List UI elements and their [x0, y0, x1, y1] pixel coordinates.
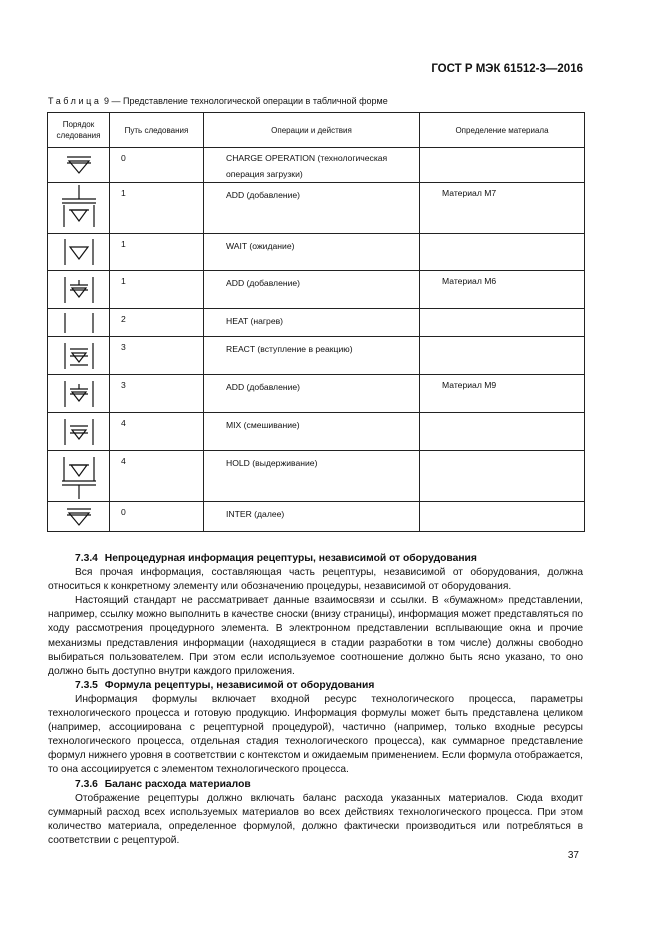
path-cell: 4	[110, 451, 204, 502]
table-row	[48, 451, 585, 502]
table-row	[48, 413, 585, 451]
column-header: Порядок следования	[48, 113, 110, 148]
material-cell	[420, 148, 585, 183]
section-title: Непроцедурная информация рецептуры, независимой от оборудования	[104, 553, 477, 564]
operation-cell: ADD (добавление)	[204, 183, 420, 234]
path-cell: 1	[110, 271, 204, 309]
operation-cell: REACT (вступление в реакцию)	[204, 337, 420, 375]
section-heading	[48, 778, 583, 792]
operations-table	[47, 112, 585, 532]
table-row	[48, 148, 585, 183]
section-heading	[48, 552, 583, 566]
table-row	[48, 337, 585, 375]
symbol-cell	[48, 337, 110, 375]
operation-cell: HOLD (выдерживание)	[204, 451, 420, 502]
table-row	[48, 183, 585, 234]
path-cell: 1	[110, 234, 204, 271]
path-cell: 1	[110, 183, 204, 234]
charge-operation-symbol-icon	[59, 152, 99, 178]
path-cell: 4	[110, 413, 204, 451]
paragraph: Информация формулы включает входной ресурс технологического процесса, параметры технологического процесса и готовую продукцию. Информация формулы может быть представлена целиком (например, ассоциирована с рецептурной процедурой), частично (например, только входные ресурсы технологического процесса, отдельная стадия технологического процесса), как суммарное представление формул нижнего уровня в соответствии с контекстом и ожидаемым применением. Если формула отображается, то она ассоциируется с элементом технологического процесса.	[48, 693, 583, 776]
table-caption-word: Таблица	[48, 96, 102, 106]
material-cell: Материал M9	[420, 375, 585, 413]
operation-cell: INTER (далее)	[204, 502, 420, 532]
section-number: 7.3.5	[75, 679, 98, 691]
paragraph: Вся прочая информация, составляющая часть рецептуры, независимой от оборудования, должна относиться к конкретному элементу или обозначению процедуры, независимой от оборудования.	[48, 567, 583, 593]
mix-symbol-icon	[59, 416, 99, 448]
path-cell: 3	[110, 375, 204, 413]
add-symbol-icon	[59, 378, 99, 410]
add-symbol-icon	[59, 274, 99, 306]
operation-cell: WAIT (ожидание)	[204, 234, 420, 271]
section-title: Формула рецептуры, независимой от оборудования	[104, 679, 375, 691]
path-cell: 0	[110, 502, 204, 532]
operation-cell: ADD (добавление)	[204, 271, 420, 309]
symbol-cell	[48, 148, 110, 183]
paragraph: Настоящий стандарт не рассматривает данные взаимосвязи и ссылки. В «бумажном» представлении, например, ссылку можно выполнить в качестве сноски (внизу страницы), информация может представляться по ходу рассмотрения процедурного элемента. В электронном представлении всплывающие окна и прочие механизмы представления информации (находящиеся в стадии разработки в том числе) должны свободно выбираться пользователем. При этом если используемое соотношение должно быть ясно указано, то оно должно быть доступно внутри каждого приложения.	[48, 595, 583, 677]
material-cell	[420, 502, 585, 532]
material-cell	[420, 337, 585, 375]
operation-cell: HEAT (нагрев)	[204, 309, 420, 337]
symbol-cell	[48, 183, 110, 234]
path-cell: 0	[110, 148, 204, 183]
body-text	[48, 552, 583, 848]
heat-symbol-icon	[59, 311, 99, 335]
symbol-cell	[48, 451, 110, 502]
path-cell: 3	[110, 337, 204, 375]
operation-cell: ADD (добавление)	[204, 375, 420, 413]
operation-cell: CHARGE OPERATION (технологическая операция загрузки)	[204, 148, 420, 183]
table-caption	[48, 96, 388, 106]
column-header: Путь следования	[110, 113, 204, 148]
operation-cell: MIX (смешивание)	[204, 413, 420, 451]
symbol-cell	[48, 502, 110, 532]
document-header: ГОСТ Р МЭК 61512-3—2016	[431, 63, 583, 75]
section-number: 7.3.4	[75, 553, 98, 564]
material-cell	[420, 234, 585, 271]
symbol-cell	[48, 375, 110, 413]
section-heading	[48, 679, 583, 693]
material-cell	[420, 309, 585, 337]
inter-symbol-icon	[59, 504, 99, 530]
section-number: 7.3.6	[75, 778, 98, 790]
page-number: 37	[567, 850, 579, 861]
paragraph: Отображение рецептуры должно включать баланс расхода указанных материалов. Сюда входит суммарный расход всех используемых материалов во всех действиях технологического процесса. При этом количество материала, определенное формулой, должно фактически производиться или потребляться в соответствии с рецептурой.	[48, 792, 583, 846]
hold-symbol-icon	[56, 453, 102, 499]
table-row	[48, 309, 585, 337]
table-row	[48, 375, 585, 413]
table-caption-text: 9 — Представление технологической операции в табличной форме	[104, 96, 388, 106]
table-row	[48, 502, 585, 532]
column-header: Определение материала	[420, 113, 585, 148]
column-header: Операции и действия	[204, 113, 420, 148]
wait-symbol-icon	[59, 236, 99, 268]
path-cell: 2	[110, 309, 204, 337]
symbol-cell	[48, 413, 110, 451]
section-title: Баланс расхода материалов	[104, 778, 251, 790]
table-header-row	[48, 113, 585, 148]
react-symbol-icon	[59, 340, 99, 372]
table-row	[48, 271, 585, 309]
symbol-cell	[48, 271, 110, 309]
symbol-cell	[48, 234, 110, 271]
material-cell	[420, 413, 585, 451]
symbol-cell	[48, 309, 110, 337]
material-cell: Материал M6	[420, 271, 585, 309]
material-cell	[420, 451, 585, 502]
add-symbol-icon	[56, 185, 102, 231]
table-row	[48, 234, 585, 271]
material-cell: Материал M7	[420, 183, 585, 234]
